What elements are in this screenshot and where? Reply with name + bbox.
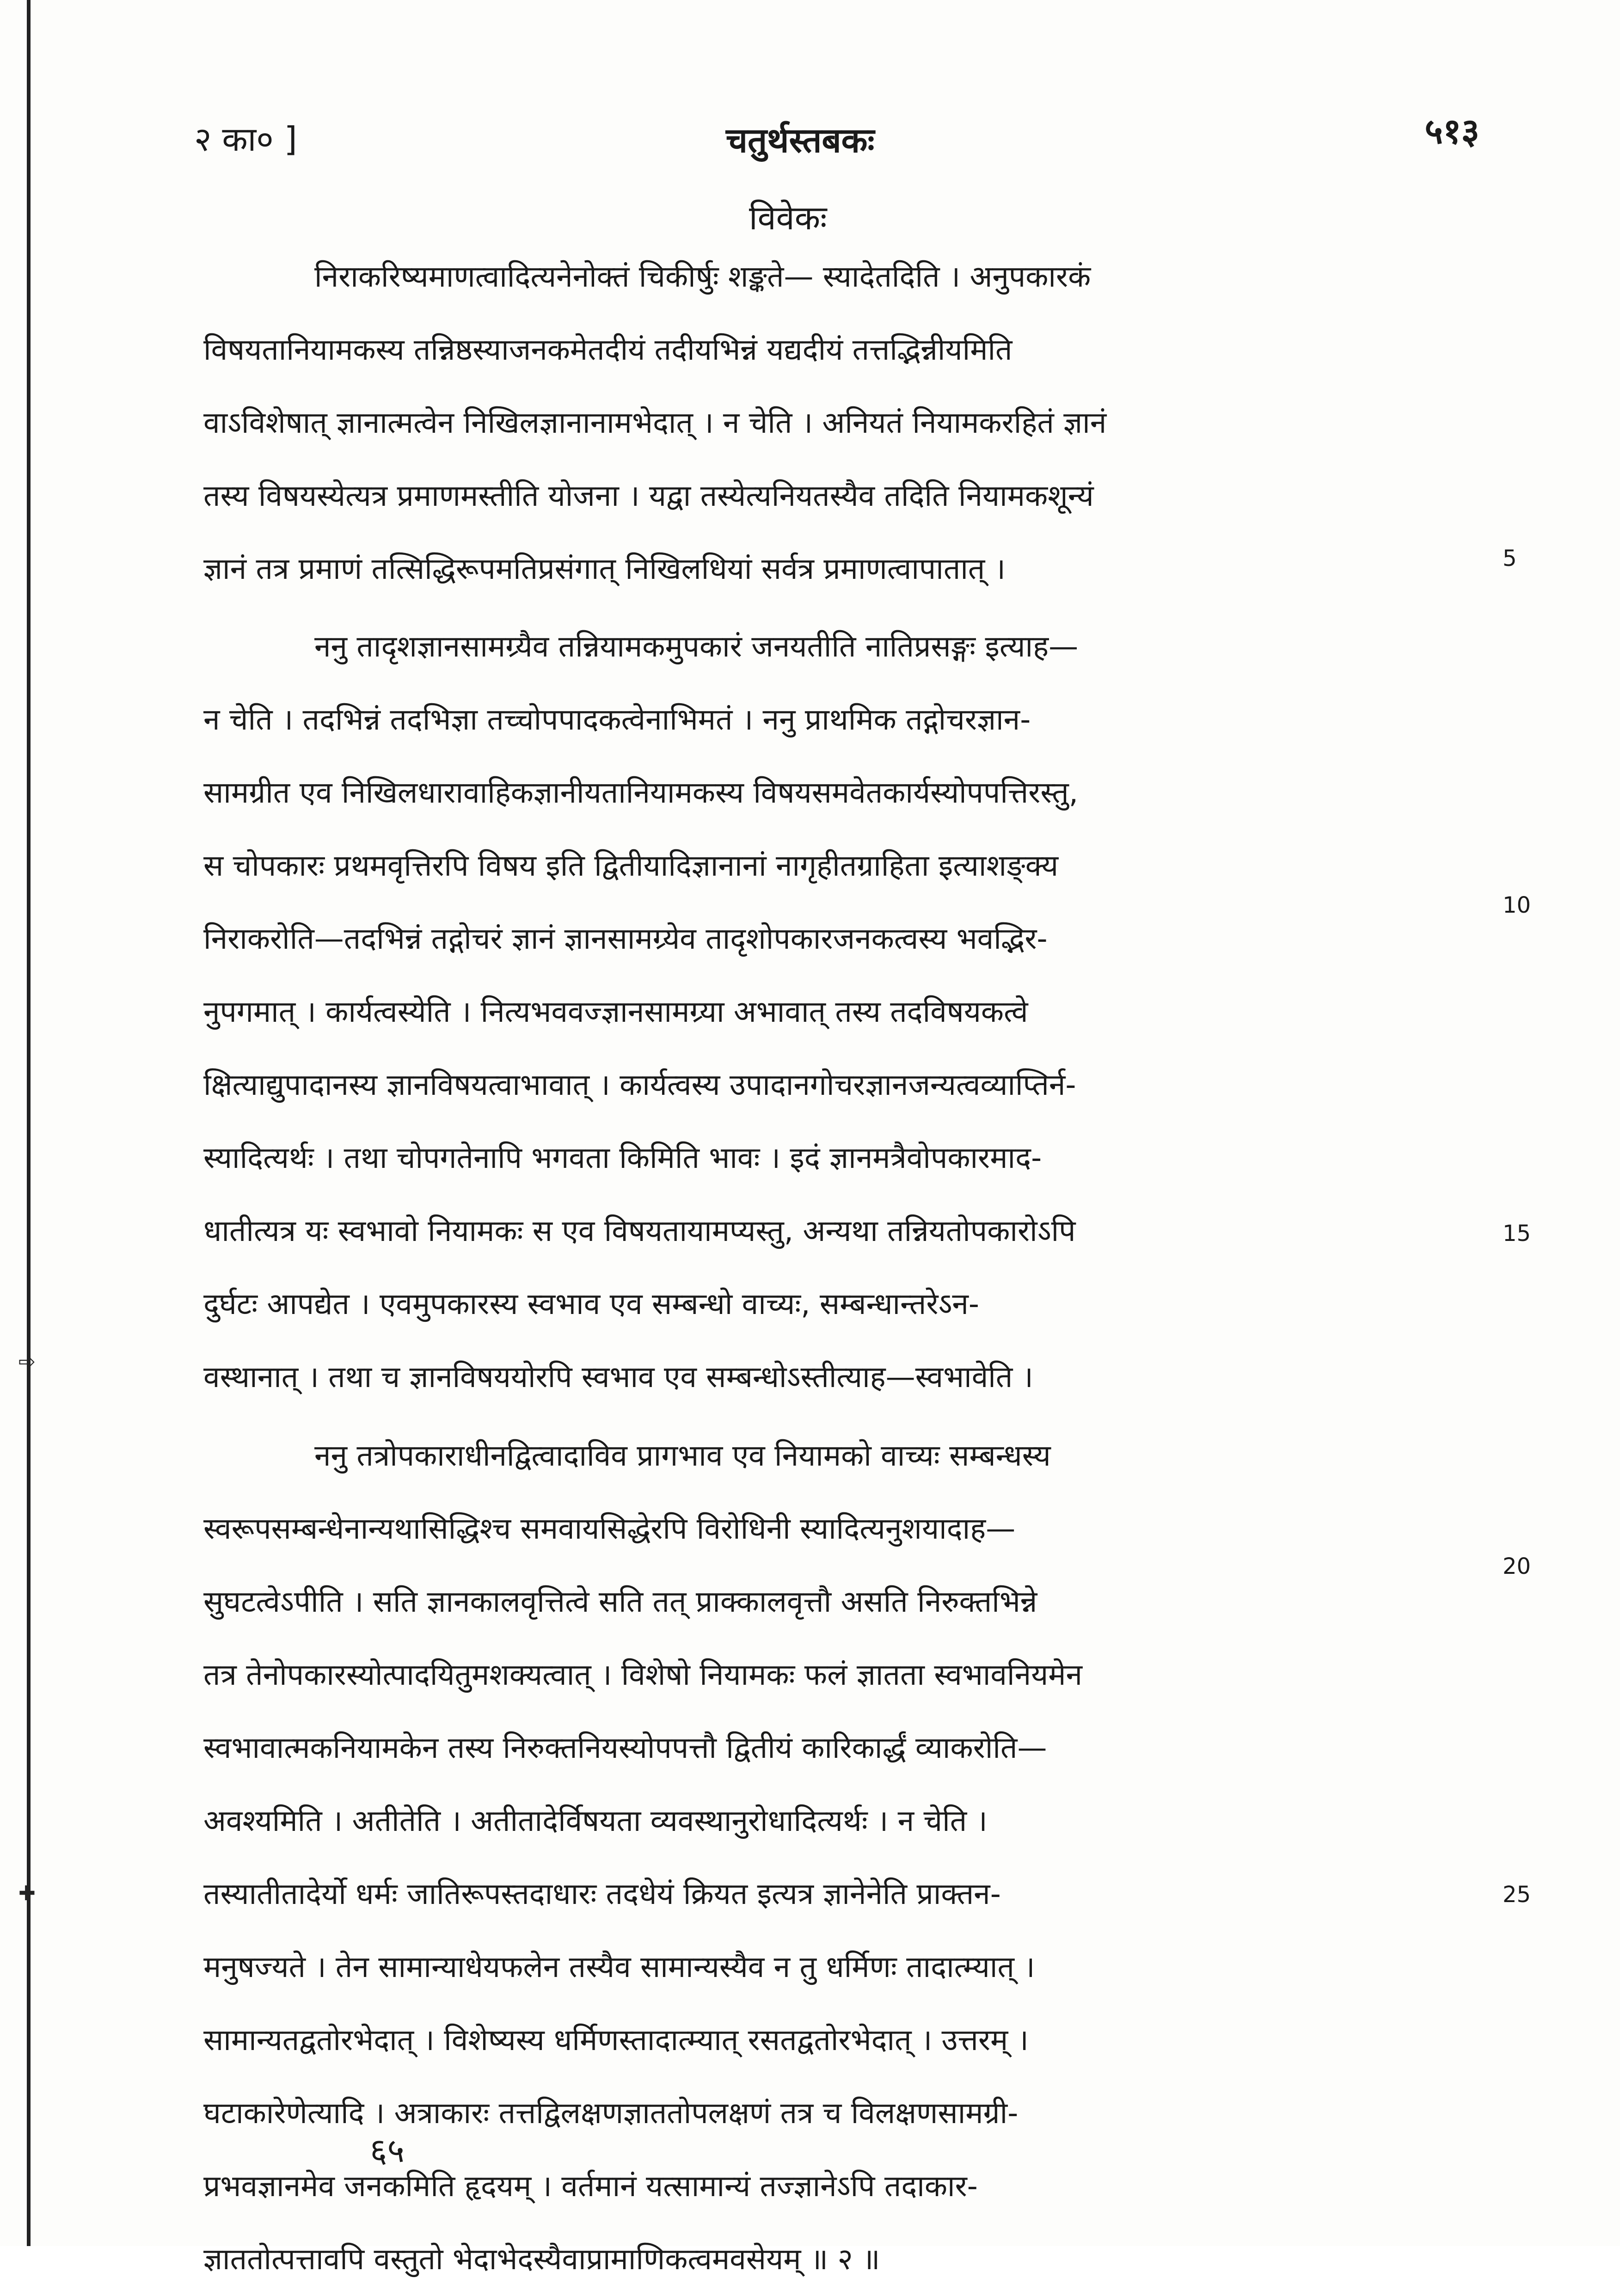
text-line: न चेति । तदभिन्नं तदभिज्ञा तच्चोपपादकत्वेनाभिमतं । ननु प्राथमिक तद्गोचरज्ञान- xyxy=(203,703,1031,737)
text-line: सामग्रीत एव निखिलधारावाहिकज्ञानीयतानियामकस्य विषयसमवेतकार्यस्योपपत्तिरस्तु, xyxy=(203,776,1079,810)
text-line: अवश्यमिति । अतीतेति । अतीतादेर्विषयता व्यवस्थानुरोधादित्यर्थः । न चेति । xyxy=(203,1804,988,1838)
text-line: सामान्यतद्वतोरभेदात् । विशेष्यस्य धर्मिणस्तादात्म्यात् रसतद्वतोरभेदात् । उत्तरम् । xyxy=(203,2023,1029,2057)
margin-line-number: 25 xyxy=(1503,1882,1531,1908)
text-line: स्वभावात्मकनियामकेन तस्य निरुक्तनियस्योपपत्तौ द्वितीयं कारिकार्द्धं व्याकरोति— xyxy=(203,1731,1047,1765)
signature-mark: ६५ xyxy=(370,2131,405,2170)
binding-cross-icon: ✚ xyxy=(18,1882,36,1905)
text-line: तस्यातीतादेर्यो धर्मः जातिरूपस्तदाधारः तदधेयं क्रियत इत्यत्र ज्ञानेनेति प्राक्तन- xyxy=(203,1877,1001,1911)
text-line: घटाकारेणेत्यादि । अत्राकारः तत्तद्विलक्षणज्ञाततोपलक्षणं तत्र च विलक्षणसामग्री- xyxy=(203,2096,1019,2130)
text-line: ज्ञाततोत्पत्तावपि वस्तुतो भेदाभेदस्यैवाप्रामाणिकत्वमवसेयम् ॥ २ ॥ xyxy=(203,2242,880,2277)
binding-arrow-icon: ⇨ xyxy=(18,1350,36,1374)
section-heading: विवेकः xyxy=(749,198,827,237)
page-binding-edge xyxy=(27,0,31,2246)
text-line: स्वरूपसम्बन्धेनान्यथासिद्धिश्च समवायसिद्धेरपि विरोधिनी स्यादित्यनुशयादाह— xyxy=(203,1512,1016,1546)
text-line: निराकरिष्यमाणत्वादित्यनेनोक्तं चिकीर्षुः शङ्कते— स्यादेतदिति । अनुपकारकं xyxy=(314,260,1091,294)
text-line: ननु तत्रोपकाराधीनद्वित्वादाविव प्रागभाव एव नियामको वाच्यः सम्बन्धस्य xyxy=(314,1439,1051,1473)
text-line: नुपगमात् । कार्यत्वस्येति । नित्यभववज्ज्ञानसामग्र्या अभावात् तस्य तदविषयकत्वे xyxy=(203,995,1028,1029)
text-line: प्रभवज्ञानमेव जनकमिति हृदयम् । वर्तमानं यत्सामान्यं तज्ज्ञानेऽपि तदाकार- xyxy=(203,2169,978,2204)
paragraph-2 xyxy=(203,610,1479,1414)
text-line: धातीत्यत्र यः स्वभावो नियामकः स एव विषयतायामप्यस्तु, अन्यथा तन्नियतोपकारोऽपि xyxy=(203,1214,1076,1248)
margin-line-number: 10 xyxy=(1503,892,1531,918)
header-chapter-title: चतुर्थस्तबकः xyxy=(726,121,875,160)
margin-line-number: 5 xyxy=(1503,546,1517,571)
text-line: वस्थानात् । तथा च ज्ञानविषययोरपि स्वभाव एव सम्बन्धोऽस्तीत्याह—स्वभावेति । xyxy=(203,1360,1033,1394)
paragraph-1 xyxy=(203,240,1479,606)
text-line: दुर्घटः आपद्येत । एवमुपकारस्य स्वभाव एव सम्बन्धो वाच्यः, सम्बन्धान्तरेऽन- xyxy=(203,1287,979,1321)
text-line: ननु तादृशज्ञानसामग्र्यैव तन्नियामकमुपकारं जनयतीति नातिप्रसङ्गः इत्याह— xyxy=(314,630,1079,664)
text-line: ज्ञानं तत्र प्रमाणं तत्सिद्धिरूपमतिप्रसंगात् निखिलधियां सर्वत्र प्रमाणत्वापातात् । xyxy=(203,552,1006,586)
running-header xyxy=(194,106,1479,160)
margin-line-number: 20 xyxy=(1503,1553,1531,1579)
text-line: मनुषज्यते । तेन सामान्याधेयफलेन तस्यैव सामान्यस्यैव न तु धर्मिणः तादात्म्यात् । xyxy=(203,1950,1035,1984)
header-section-ref: २ का० ] xyxy=(194,120,297,159)
text-line: तस्य विषयस्येत्यत्र प्रमाणमस्तीति योजना । यद्वा तस्येत्यनियतस्यैव तदिति नियामकशून्यं xyxy=(203,479,1094,513)
text-line: सुघटत्वेऽपीति । सति ज्ञानकालवृत्तित्वे सति तत् प्राक्कालवृत्तौ असति निरुक्तभिन्ने xyxy=(203,1585,1037,1619)
text-line: स चोपकारः प्रथमवृत्तिरपि विषय इति द्वितीयादिज्ञानानां नागृहीतग्राहिता इत्याशङ्क्य xyxy=(203,849,1059,883)
text-line: विषयतानियामकस्य तन्निष्ठस्याजनकमेतदीयं तदीयभिन्नं यद्यदीयं तत्तद्भिन्नीयमिति xyxy=(203,333,1012,367)
text-line: क्षित्याद्युपादानस्य ज्ञानविषयत्वाभावात् । कार्यत्वस्य उपादानगोचरज्ञानजन्यत्वव्याप्तिर्न- xyxy=(203,1068,1076,1102)
text-line: स्यादित्यर्थः । तथा चोपगतेनापि भगवता किमिति भावः । इदं ज्ञानमत्रैवोपकारमाद- xyxy=(203,1141,1042,1175)
text-line: निराकरोति—तदभिन्नं तद्गोचरं ज्ञानं ज्ञानसामग्र्येव तादृशोपकारजनकत्वस्य भवद्भिर- xyxy=(203,922,1048,956)
margin-line-number: 15 xyxy=(1503,1221,1531,1246)
text-line: वाऽविशेषात् ज्ञानात्मत्वेन निखिलज्ञानानामभेदात् । न चेति । अनियतं नियामकरहितं ज्ञानं xyxy=(203,406,1107,440)
text-line: तत्र तेनोपकारस्योत्पादयितुमशक्यत्वात् । विशेषो नियामकः फलं ज्ञातता स्वभावनियमेन xyxy=(203,1658,1082,1692)
page-number: ५१३ xyxy=(1424,111,1479,152)
